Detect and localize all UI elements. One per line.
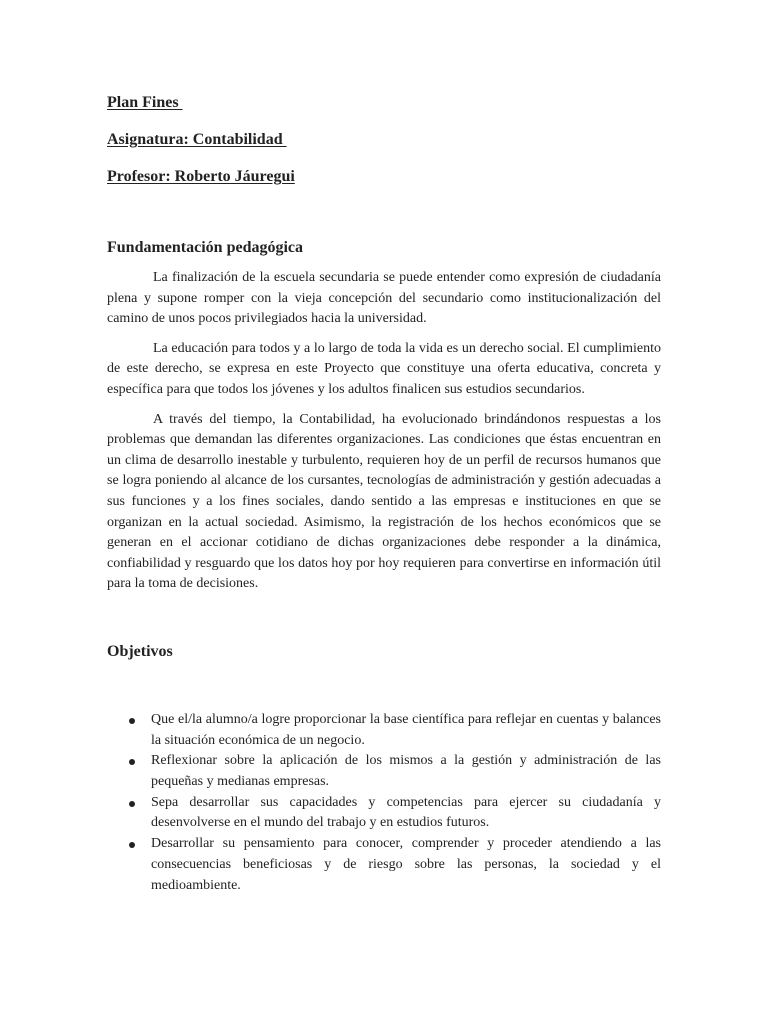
objective-text: Reflexionar sobre la aplicación de los mismos a la gestión y administración de las pequeñas y medianas empresas.	[151, 753, 661, 789]
teacher-title: Profesor: Roberto Jáuregui	[107, 168, 295, 185]
bullet-icon	[129, 759, 135, 765]
list-item	[107, 834, 661, 896]
list-item	[107, 710, 661, 751]
objective-text: Desarrollar su pensamiento para conocer, comprender y proceder atendiendo a las consecuencias beneficiosas y de riesgo sobre las personas, la sociedad y el medioambiente.	[151, 836, 661, 893]
plan-title: Plan Fines	[107, 94, 183, 111]
bullet-icon	[129, 718, 135, 724]
list-item	[107, 751, 661, 792]
paragraph-1: La finalización de la escuela secundaria se puede entender como expresión de ciudadanía plena y supone romper con la vieja concepción del secundario como institucionalización del camino de unos pocos privilegiados hacia la universidad.	[107, 270, 661, 327]
objective-text: Que el/la alumno/a logre proporcionar la base científica para reflejar en cuentas y balances la situación económica de un negocio.	[151, 711, 661, 748]
objectives-list	[107, 710, 661, 896]
paragraph-3: A través del tiempo, la Contabilidad, ha evolucionado brindándonos respuestas a los problemas que demandan las diferentes organizaciones. Las condiciones que éstas encuentran en un clima de desarrollo inestable y turbulento, requieren hoy de un perfil de recursos humanos que se logra poniendo al alcance de los cursantes, tecnologías de administración y gestión adecuadas a sus funciones y a los fines sociales, dando sentido a las empresas e instituciones en que se organizan en la actual sociedad. Asimismo, la registración de los hechos económicos que se generan en el accionar cotidiano de dichas organizaciones debe responder a la dinámica, confiabilidad y resguardo que los datos hoy por hoy requieren para convertirse en información útil para la toma de decisiones.	[107, 411, 661, 592]
objective-text: Sepa desarrollar sus capacidades y competencias para ejercer su ciudadanía y desenvolverse en el mundo del trabajo y en estudios futuros.	[151, 794, 661, 831]
objetivos-heading: Objetivos	[107, 642, 173, 660]
bullet-icon	[129, 801, 135, 807]
subject-title: Asignatura: Contabilidad	[107, 131, 287, 148]
list-item	[107, 793, 661, 834]
document-page	[107, 92, 661, 896]
bullet-icon	[129, 842, 135, 848]
fundamentacion-heading: Fundamentación pedagógica	[107, 239, 304, 256]
paragraph-2: La educación para todos y a lo largo de toda la vida es un derecho social. El cumplimiento de este derecho, se expresa en este Proyecto que constituye una oferta educativa, concreta y específica para que todos los jóvenes y los adultos finalicen sus estudios secundarios.	[107, 340, 661, 397]
